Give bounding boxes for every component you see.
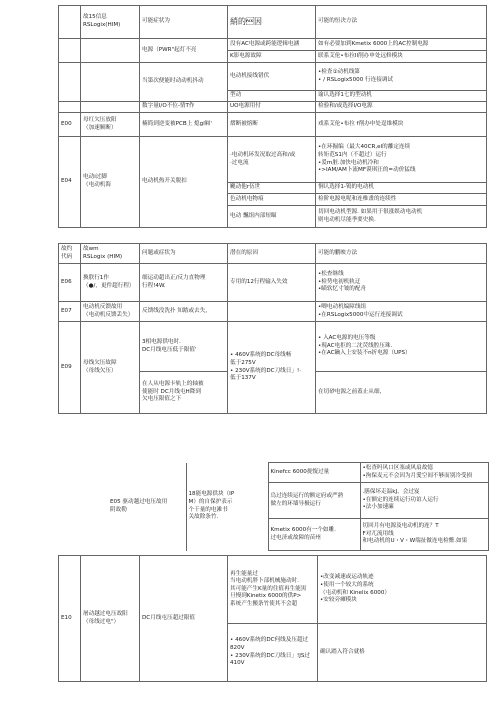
solution-cell: •改变减速或运动轨迹 •使用一个较大的系统 （屯动机和 Kinelix 6000） •安较旁瘫模块 — [318, 556, 487, 624]
header-solution: 可能的恒决方法 — [316, 6, 487, 39]
fault-code: E07 — [59, 302, 81, 322]
fault-name: 屠动越过电压故阳 （母线过电"） — [81, 556, 140, 682]
solution-cell: 戏系艾伦•布拉 f削办申处逞维模块 — [316, 113, 487, 137]
symptom-cell: 楠简到逆变被PCB上 熄gl厢' — [140, 113, 228, 137]
header-cause: 綃的因 — [228, 6, 316, 39]
fault-name: E05 驱动越过电压故用 阴故勒 — [108, 463, 186, 551]
table-row — [59, 39, 487, 51]
fault-table-part-1 — [58, 5, 487, 228]
fault-code: E09 — [59, 322, 81, 414]
header-rslogix: 故wm RSLogix (HIM) — [81, 244, 140, 264]
solution-cell: 切回电动机型源. 如果用于很涨娱动电动机 则电动机尽能季要史换. — [316, 206, 487, 228]
solution-cell: •松査吗风口区塞或风扇故憶 •拘保麦元不会因为月愛空间不够而别冷受损 — [360, 463, 488, 483]
solution-cell: 确认踏入符合就格 — [318, 624, 487, 682]
solution-cell: 切回月有电源及电动机的连？T F对兀流用线 和电动机的U・V・W端扯做连电检鳖.如果 — [360, 519, 488, 551]
cause-cell: 电动机接线错伏 — [228, 63, 316, 91]
cause-cell: • 460V系统的DC母线畅 低于275V • 230V系统的DC刀线日」!· 低于137V — [228, 322, 316, 414]
symptom-cell: 当第次便能时动动机抖动 — [140, 63, 228, 102]
cause-cell: 专用的12行程输入失效 — [228, 264, 316, 302]
solution-cell: •在环掘编（最大40CR,el的離定连续 转矩范S1内（不超过）运行 •爰m脏.加快电动机冷和 •>IAM/AM卜流MF谟琪汪的=动价猛线 — [316, 137, 487, 183]
header-rslogix: RSLogix(HIM) — [83, 22, 121, 28]
cause-cell: Kmetix 6000有一个如雕. 过电济或故障的苗州 — [268, 519, 360, 551]
cause-cell: Kinefcc 6000拢愎过量 — [268, 463, 360, 483]
solution-cell: •检査①动机线第 • / RSLogix5000 行连接调试 — [316, 63, 487, 91]
cause-cell — [228, 302, 316, 322]
symptom-cell: 电动机热开关脱扣 — [140, 137, 228, 228]
fault-table-part-4 — [58, 555, 487, 682]
symptom-cell: 反馈线没洗扑 知踏或去失， — [140, 302, 228, 322]
table-row — [59, 63, 487, 91]
header-solution: 可能的鹏映方法 — [316, 244, 487, 264]
cause-cell: ·电动机环发况取过高和/或 ·过电流 — [228, 137, 316, 183]
table-row — [59, 113, 487, 137]
cause-cell: 型动 — [228, 91, 316, 102]
fault-name: 电动i过脚 （电动机海 — [81, 137, 140, 228]
cause-cell: 熠断被熔断 — [228, 113, 316, 137]
cause-cell: 色动机电物痕 — [228, 194, 316, 206]
fault-code: E04 — [59, 137, 81, 228]
fault-code: E10 — [59, 556, 81, 682]
solution-cell: 如有必要加到Kmetix 6000上的AC控制电源 — [316, 39, 487, 51]
fault-table-part-3 — [108, 462, 489, 551]
solution-cell: 恫认选择1-鴇的电动机 — [316, 183, 487, 194]
table-row — [59, 102, 487, 113]
cause-cell: 颶动他r伍世 — [228, 183, 316, 194]
fault-table-part-2 — [58, 243, 487, 414]
cause-cell: 电动 飄组内部短瞄 — [228, 206, 316, 228]
header-fault-code: 故约 代码 — [59, 244, 81, 264]
solution-cell: • 入AC电源的电压等级 •現AC电拒的二沈荧线腔压珠. •在AC鑰入上安装不n折电源（UPS） — [316, 322, 487, 372]
cause-cell: UO电源用付 — [228, 102, 316, 113]
solution-cell: .膳保坏走温kJ、会过岌 •在额定的连续运行功谊人运行 •法小加速廉 — [360, 483, 488, 519]
table-row — [59, 302, 487, 322]
header-symptom: 问题或症状为 — [140, 244, 228, 264]
fault-name: 母线欠压故障 （母线欠压） — [81, 322, 140, 414]
symptom-cell: 在人从电源卡轨上的轴被 使能时 DC月线屯H降到 欠电压限值之下 — [140, 372, 228, 414]
header-symptom: 可能症状为 — [140, 6, 228, 39]
solution-cell: •松查继线 •检势电初机轨迂 •瞄软忆寸皱的配舟 — [316, 264, 487, 302]
cause-cell: 再生能量过 当电动机胖卜部机械施动时. 其可能产生K量的住值再生能黒 旦慢到Kinetix 6000的供P> 系统产生搬条竹使其不会超 — [228, 556, 318, 624]
symptom-cell: 3相电源供电时. DC月线电压低于限值' — [140, 322, 228, 372]
cause-cell: • 460V系统的DC何线及压超过 820V • 230V系统的DC刀线日」!JS过 410V — [228, 624, 318, 682]
fault-name: 母红欠压放阳 （加速顺断） — [81, 113, 140, 137]
solution-cell: 检阶电源电呢和连椎畫的连续性 — [316, 194, 487, 206]
symptom-cell: DC月线屯压超过限值 — [140, 556, 228, 682]
symptom-cell: 数字量I/O不位-情T作 — [140, 102, 228, 113]
solution-cell: 检验和/或选择I/O电源 — [316, 102, 487, 113]
fault-name: 換朕行1作 （●/，更件超行程） — [81, 264, 140, 302]
table-row — [59, 137, 487, 183]
cause-cell: K影电源故障 — [228, 51, 316, 63]
fault-code: E06 — [59, 264, 81, 302]
table-header-row — [59, 6, 487, 39]
table-row — [59, 264, 487, 302]
fault-name: 电动机反馈故用 （电动机反馈丢失） — [81, 302, 140, 322]
table-row — [59, 322, 487, 372]
symptom-cell: 细运动超出正/反力直物理 行程!4W. — [140, 264, 228, 302]
solution-cell: 联系艾伦•布拉Il削办申处远修模块 — [316, 51, 487, 63]
symptom-cell: 电源（PWR"起灯不亮 — [140, 39, 228, 63]
solution-cell: 在切砂电源之前蓋止从细， — [316, 372, 487, 414]
table-row — [108, 463, 488, 483]
table-header-row — [59, 244, 487, 264]
table-row — [59, 556, 487, 624]
header-fault-info: 故15信息 — [83, 14, 107, 21]
cause-cell: 没有AC电源或跨能逻辑电涵 — [228, 39, 316, 51]
header-cause: 潜在的原因 — [228, 244, 316, 264]
solution-cell: 谕认选择1七的型动机 — [316, 91, 487, 102]
cause-cell: 烏过连续运行的额定府或严熟 做左的环墙导极运行 — [268, 483, 360, 519]
solution-cell: •唧电动机编障线组 •在RSLogix5000中运行连接调试 — [316, 302, 487, 322]
fault-code: E00 — [59, 113, 81, 137]
symptom-cell: 18能电源供块（IP M）的自保护表示 个干量的电滩书 关故除条竹. — [186, 463, 268, 551]
